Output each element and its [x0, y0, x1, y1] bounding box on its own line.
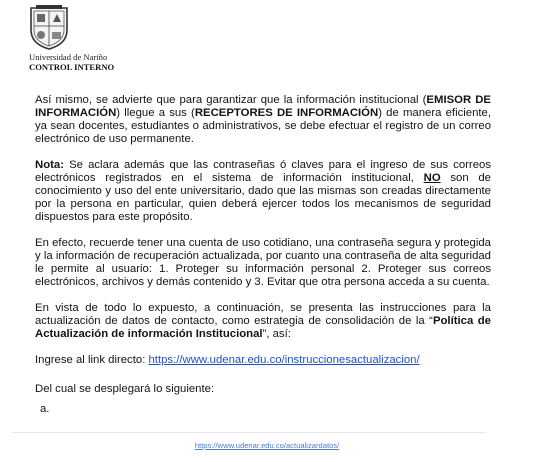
organization-name: Universidad de Nariño	[29, 52, 108, 62]
paragraph-password-note	[35, 159, 491, 224]
text-span: En efecto, recuerde tener una cuenta de uso cotidiano, una contraseña segura y protegida y la información de recuperación actualizada, por cuanto una contraseña de alta seguridad le permite al usuario: 1. Proteger su información personal 2. Proteger sus correos electrónicos, archivos y demás contenido y 3. Evitar que otra persona acceda a su cuenta.	[35, 237, 491, 288]
text-span: Se aclara además que las contraseñas ó claves para el ingreso de sus correos electrónicos registrados en el sistema de información institucional,	[35, 159, 491, 184]
paragraph-instructions-intro	[35, 302, 491, 341]
paragraph-following	[35, 383, 491, 396]
list-item-a: a.	[40, 403, 50, 415]
text-span: ) llegue a sus (	[116, 107, 195, 119]
text-span: En vista de todo lo expuesto, a continuación, se presenta las instrucciones para la actualización de datos de contacto, como estrategia de consolidación de la “	[35, 302, 491, 327]
bold-nota-label: Nota:	[35, 159, 64, 171]
screenshot-strip-url[interactable]: https://www.udenar.edu.co/actualizardatos/	[194, 441, 340, 450]
text-span: ”, así:	[262, 328, 291, 340]
organization-department: CONTROL INTERNO	[29, 62, 115, 72]
text-span: Ingrese al link directo:	[35, 354, 149, 366]
bold-policy-name: Política de Actualización de información Institucional	[35, 315, 491, 340]
screenshot-strip-divider	[12, 432, 486, 433]
paragraph-direct-link	[35, 354, 491, 367]
text-span: Así mismo, se advierte que para garantizar que la información institucional (	[35, 94, 427, 106]
paragraph-registration-notice	[35, 94, 491, 146]
bold-receptores: RECEPTORES DE INFORMACIÓN	[194, 107, 379, 119]
university-crest-logo	[28, 4, 70, 50]
document-body	[35, 94, 491, 409]
paragraph-account-security	[35, 237, 491, 289]
instructions-link[interactable]: https://www.udenar.edu.co/instruccionesactualizacion/	[148, 354, 420, 366]
text-span: ) de manera eficiente, ya sean docentes, estudiantes o administrativos, se debe efectuar el registro de un correo electrónico de uso permanente.	[35, 107, 492, 145]
text-span: Del cual se desplegará lo siguiente:	[35, 383, 215, 395]
bold-underlined-no: NO	[423, 172, 441, 184]
text-span: son de conocimiento y uso del ente universitario, dado que las mismas son creadas directamente por la persona en particular, quien deberá ejercer todos los mecanismos de seguridad dispuestos para este propósito.	[35, 172, 491, 223]
bold-emisor: EMISOR DE INFORMACIÓN	[35, 94, 491, 119]
